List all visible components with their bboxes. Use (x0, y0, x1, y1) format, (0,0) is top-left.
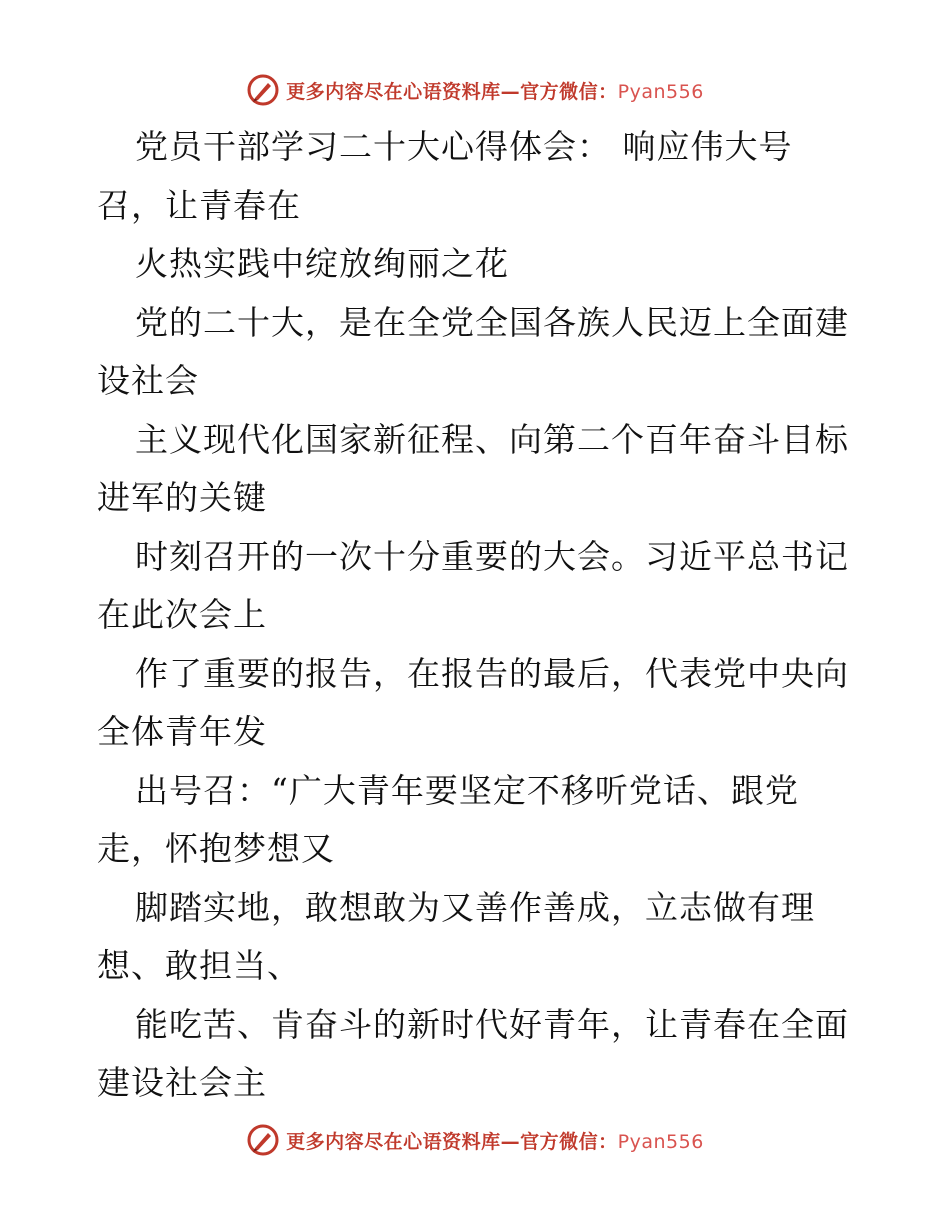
body-line: 火热实践中绽放绚丽之花 (135, 244, 509, 283)
body-line: 作了重要的报告，在报告的最后，代表党中央向 (135, 653, 849, 693)
body-line: 党的二十大，是在全党全国各族人民迈上全面建 (135, 302, 849, 342)
body-line: 走，怀抱梦想又 (97, 829, 335, 868)
header-banner (0, 70, 950, 110)
header-wechat-id: Pyan556 (617, 80, 704, 103)
header-banner-text: 更多内容尽在心语资料库—官方微信：Pyan556 (286, 80, 704, 103)
footer-banner (0, 1120, 950, 1160)
body-line: 想、敢担当、 (97, 946, 301, 985)
document-body (97, 118, 857, 1113)
body-line: 建设社会主 (97, 1063, 267, 1102)
body-line: 召，让青春在 (97, 185, 301, 225)
body-line: 在此次会上 (97, 595, 267, 634)
body-line: 设社会 (97, 361, 199, 400)
body-line: 全体青年发 (97, 712, 267, 751)
body-line: 能吃苦、肯奋斗的新时代好青年，让青春在全面 (135, 1004, 849, 1044)
body-line: 党员干部学习二十大心得体会： 响应伟大号 (135, 127, 793, 166)
footer-wechat-id: Pyan556 (617, 1130, 704, 1153)
body-line: 主义现代化国家新征程、向第二个百年奋斗目标 (135, 419, 849, 459)
body-line: 脚踏实地，敢想敢为又善作善成，立志做有理 (135, 887, 815, 927)
pen-logo-icon (246, 1123, 280, 1157)
footer-banner-text: 更多内容尽在心语资料库—官方微信：Pyan556 (286, 1130, 704, 1153)
body-line: 时刻召开的一次十分重要的大会。习近平总书记 (135, 536, 849, 576)
body-line: 进军的关键 (97, 478, 267, 517)
body-line: 出号召：“广大青年要坚定不移听党话、跟党 (135, 770, 799, 810)
pen-logo-icon (246, 73, 280, 107)
